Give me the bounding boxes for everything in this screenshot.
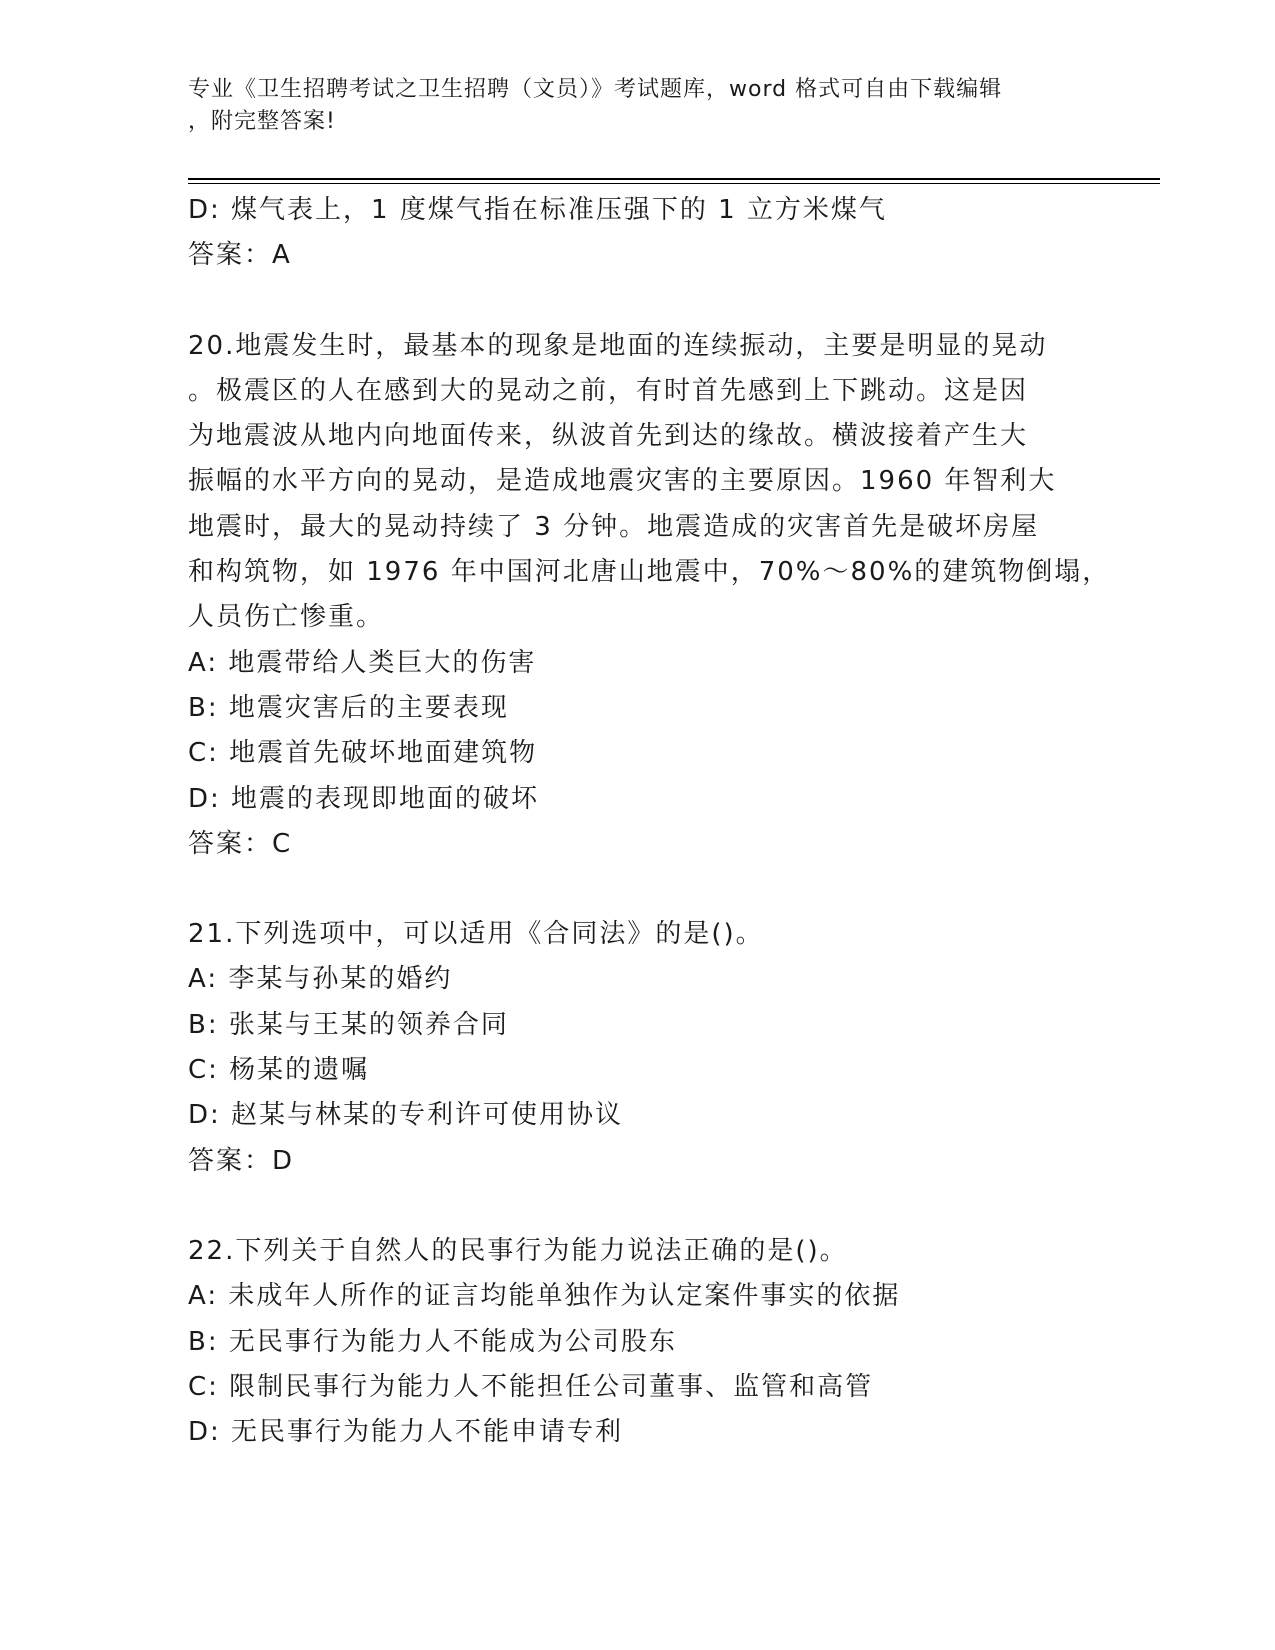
header-line-1: 专业《卫生招聘考试之卫生招聘（文员）》考试题库，word 格式可自由下载编辑	[188, 77, 1003, 102]
option-c: C: 限制民事行为能力人不能担任公司董事、监管和高管	[188, 1371, 874, 1402]
option-a: A: 地震带给人类巨大的伤害	[188, 647, 537, 678]
option-b: B: 地震灾害后的主要表现	[188, 692, 509, 723]
question-stem-line: 21.下列选项中，可以适用《合同法》的是()。	[188, 919, 764, 950]
option-a: A: 李某与孙某的婚约	[188, 964, 453, 995]
option-d: D: 地震的表现即地面的破坏	[188, 783, 540, 814]
question-stem-line: 20.地震发生时，最基本的现象是地面的连续振动，主要是明显的晃动	[188, 330, 1048, 361]
option-b: B: 张某与王某的领养合同	[188, 1009, 509, 1040]
question-stem-line: 为地震波从地内向地面传来，纵波首先到达的缘故。横波接着产生大	[188, 421, 1029, 452]
option-b: B: 无民事行为能力人不能成为公司股东	[188, 1326, 677, 1357]
question-20	[188, 324, 1111, 868]
document-body	[188, 188, 1111, 1455]
header-line-2: ，附完整答案!	[188, 109, 336, 134]
question-stem-line: 人员伤亡惨重。	[188, 602, 385, 633]
header-divider-thick	[188, 178, 1160, 180]
header-divider-thin	[188, 183, 1160, 184]
question-stem-line: 振幅的水平方向的晃动，是造成地震灾害的主要原因。1960 年智利大	[188, 466, 1057, 497]
question-stem-line: 和构筑物，如 1976 年中国河北唐山地震中，70%～80%的建筑物倒塌，	[188, 557, 1111, 588]
question-21	[188, 912, 1088, 1184]
answer: 答案：D	[188, 1145, 295, 1176]
option-d: D: 无民事行为能力人不能申请专利	[188, 1417, 624, 1448]
prev-answer: 答案：A	[188, 240, 292, 271]
option-a: A: 未成年人所作的证言均能单独作为认定案件事实的依据	[188, 1281, 901, 1312]
answer: 答案：C	[188, 828, 293, 859]
question-stem-line: 。极震区的人在感到大的晃动之前，有时首先感到上下跳动。这是因	[188, 375, 1029, 406]
question-stem-line: 地震时，最大的晃动持续了 3 分钟。地震造成的灾害首先是破坏房屋	[188, 511, 1040, 542]
question-stem-line: 22.下列关于自然人的民事行为能力说法正确的是()。	[188, 1235, 848, 1266]
option-d: D: 赵某与林某的专利许可使用协议	[188, 1100, 624, 1131]
option-c: C: 地震首先破坏地面建筑物	[188, 738, 538, 769]
option-c: C: 杨某的遗嘱	[188, 1055, 370, 1086]
prev-option-d: D: 煤气表上，1 度煤气指在标准压强下的 1 立方米煤气	[188, 195, 887, 225]
document-header	[188, 74, 1068, 138]
question-22	[188, 1229, 1088, 1455]
